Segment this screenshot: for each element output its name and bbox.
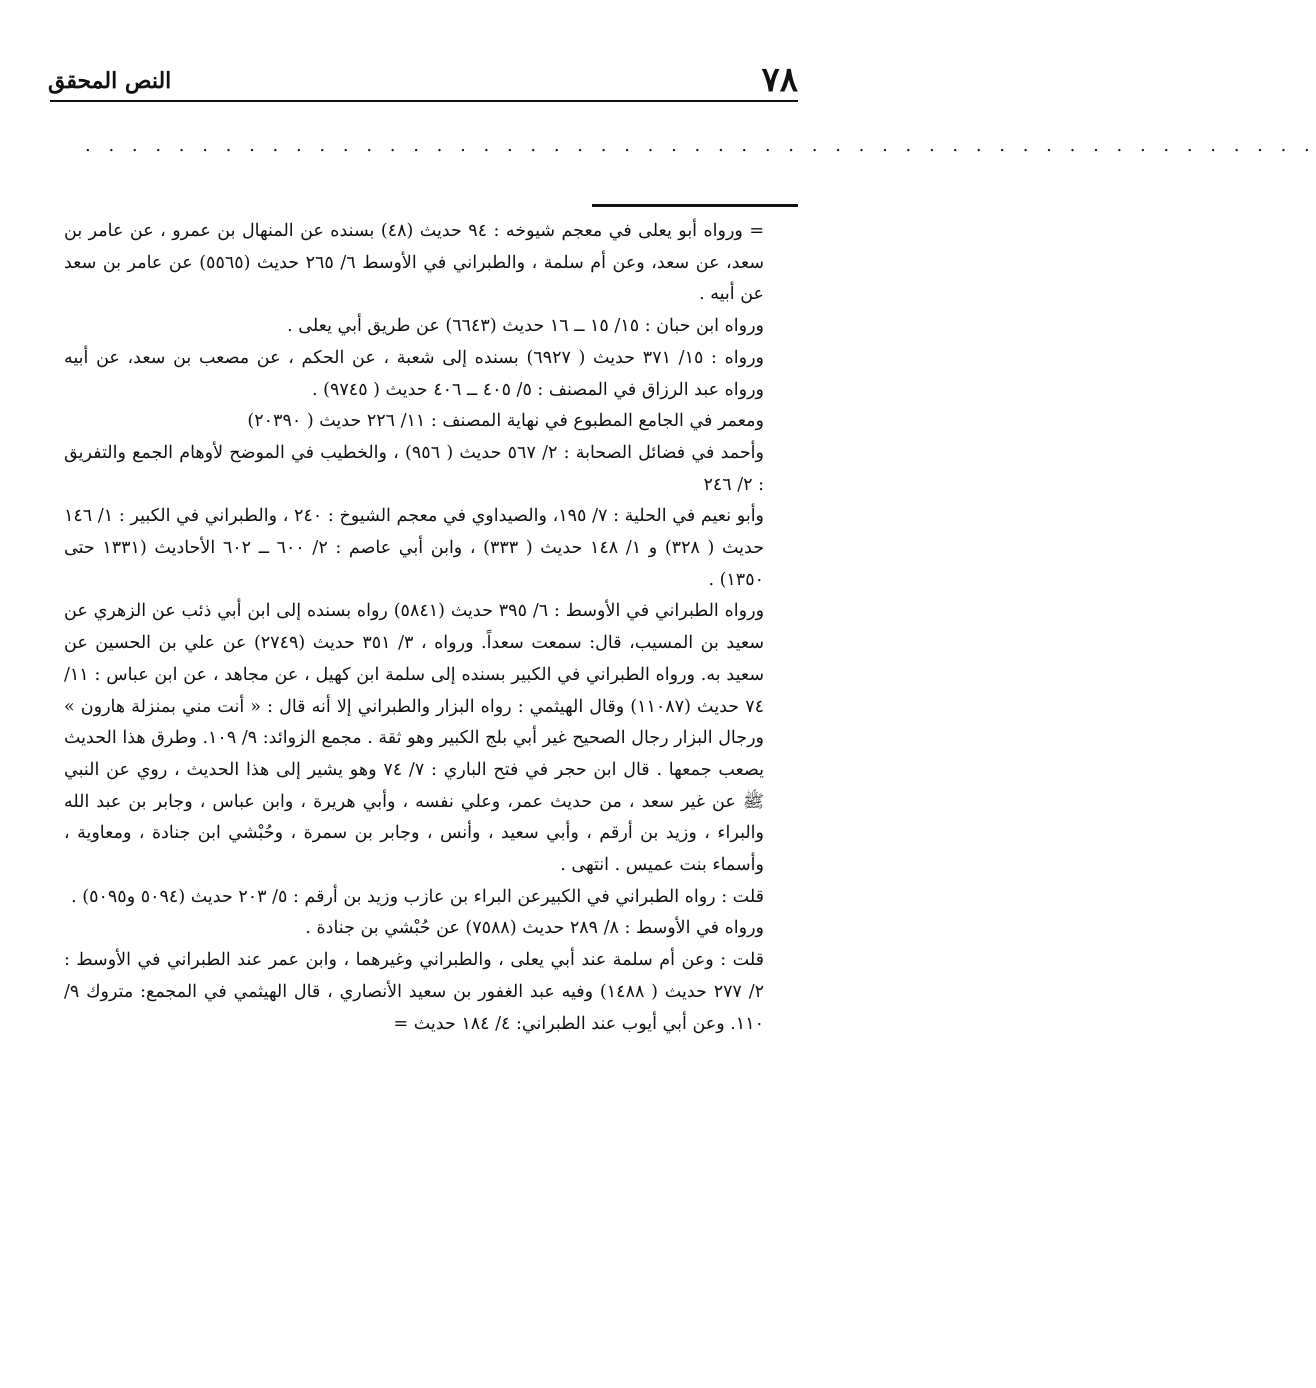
header-rule (50, 100, 798, 102)
footnote-paragraph: قلت : رواه الطبراني في الكبيرعن البراء بن عازب وزيد بن أرقم : ٥/ ٢٠٣ حديث (٥٠٩٤ و٥٠٩٥) . (71, 886, 764, 907)
footnote-paragraph: = ورواه أبو يعلى في معجم شيوخه : ٩٤ حديث (٤٨) بسنده عن المنهال بن عمرو ، عن عامر بن سعد، عن سعد، وعن أم سلمة ، والطبراني في الأوسط ٦/ ٢٦٥ حديث (٥٥٦٥) عن عامر بن سعد عن أبيه . (64, 221, 764, 305)
footnotes-block (64, 216, 764, 1040)
footnote-separator (592, 204, 798, 207)
footnote-paragraph: ورواه الطبراني في الأوسط : ٦/ ٣٩٥ حديث (٥٨٤١) رواه بسنده إلى ابن أبي ذئب عن الزهري عن سعيد بن المسيب، قال: سمعت سعداً. ورواه ، ٣/ ٣٥١ حديث (٢٧٤٩) عن علي بن الحسين عن سعيد به. ورواه الطبراني في الكبير بسنده إلى سلمة ابن كهيل ، عن مجاهد ، عن ابن عباس : ١١/ ٧٤ حديث (١١٠٨٧) وقال الهيثمي : رواه البزار والطبراني إلا أنه قال : « أنت مني بمنزلة هارون » ورجال البزار رجال الصحيح غير أبي بلج الكبير وهو ثقة . مجمع الزوائد: ٩/ ١٠٩. وطرق هذا الحديث يصعب جمعها . قال ابن حجر في فتح الباري : ٧/ ٧٤ وهو يشير إلى هذا الحديث ، روي عن النبي ﷺ عن غير سعد ، من حديث عمر، وعلي نفسه ، وأبي هريرة ، وابن عباس ، وجابر بن عبد الله والبراء ، وزيد بن أرقم ، وأبي سعيد ، وأنس ، وجابر بن سمرة ، وحُبْشي ابن جنادة ، ومعاوية ، وأسماء بنت عميس . انتهى . (64, 601, 765, 876)
page-number: ٧٨ (761, 60, 798, 100)
footnote-paragraph: ورواه : ١٥/ ٣٧١ حديث ( ٦٩٢٧) بسنده إلى شعبة ، عن الحكم ، عن مصعب بن سعد، عن أبيه ورواه عبد الرزاق في المصنف : ٥/ ٤٠٥ ــ ٤٠٦ حديث ( ٩٧٤٥) . (64, 347, 765, 400)
footnote-paragraph: ومعمر في الجامع المطبوع في نهاية المصنف : ١١/ ٢٢٦ حديث ( ٢٠٣٩٠) (247, 411, 764, 432)
footnote-paragraph: قلت : وعن أم سلمة عند أبي يعلى ، والطبراني وغيرهما ، وابن عمر عند الطبراني في الأوسط : ٢/ ٢٧٧ حديث ( ١٤٨٨) وفيه عبد الغفور بن سعيد الأنصاري ، قال الهيثمي في المجمع: متروك ٩/ ١١٠. وعن أبي أيوب عند الطبراني: ٤/ ١٨٤ حديث = (64, 950, 764, 1034)
footnote-paragraph: وأحمد في فضائل الصحابة : ٢/ ٥٦٧ حديث ( ٩٥٦) ، والخطيب في الموضح لأوهام الجمع والتفريق : ٢/ ٢٤٦ (64, 442, 764, 495)
running-title: النص المحقق (48, 68, 172, 94)
footnote-paragraph: وأبو نعيم في الحلية : ٧/ ١٩٥، والصيداوي في معجم الشيوخ : ٢٤٠ ، والطبراني في الكبير : ١/ ١٤٦ حديث ( ٣٢٨) و ١/ ١٤٨ حديث ( ٣٣٣) ، وابن أبي عاصم : ٢/ ٦٠٠ ــ ٦٠٢ الأحاديث (١٣٣١ حتى ١٣٥٠) . (64, 506, 765, 590)
ellipsis-dots: . . . . . . . . . . . . . . . . . . . . . . . . . . . . . . . . . . . . . . . . . . . . . . . . . . . . . (85, 135, 1316, 156)
footnote-paragraph: ورواه ابن حبان : ١٥/ ١٥ ــ ١٦ حديث (٦٦٤٣) عن طريق أبي يعلى . (287, 316, 764, 337)
footnote-paragraph: ورواه في الأوسط : ٨/ ٢٨٩ حديث (٧٥٨٨) عن حُبْشي بن جنادة . (305, 918, 764, 939)
